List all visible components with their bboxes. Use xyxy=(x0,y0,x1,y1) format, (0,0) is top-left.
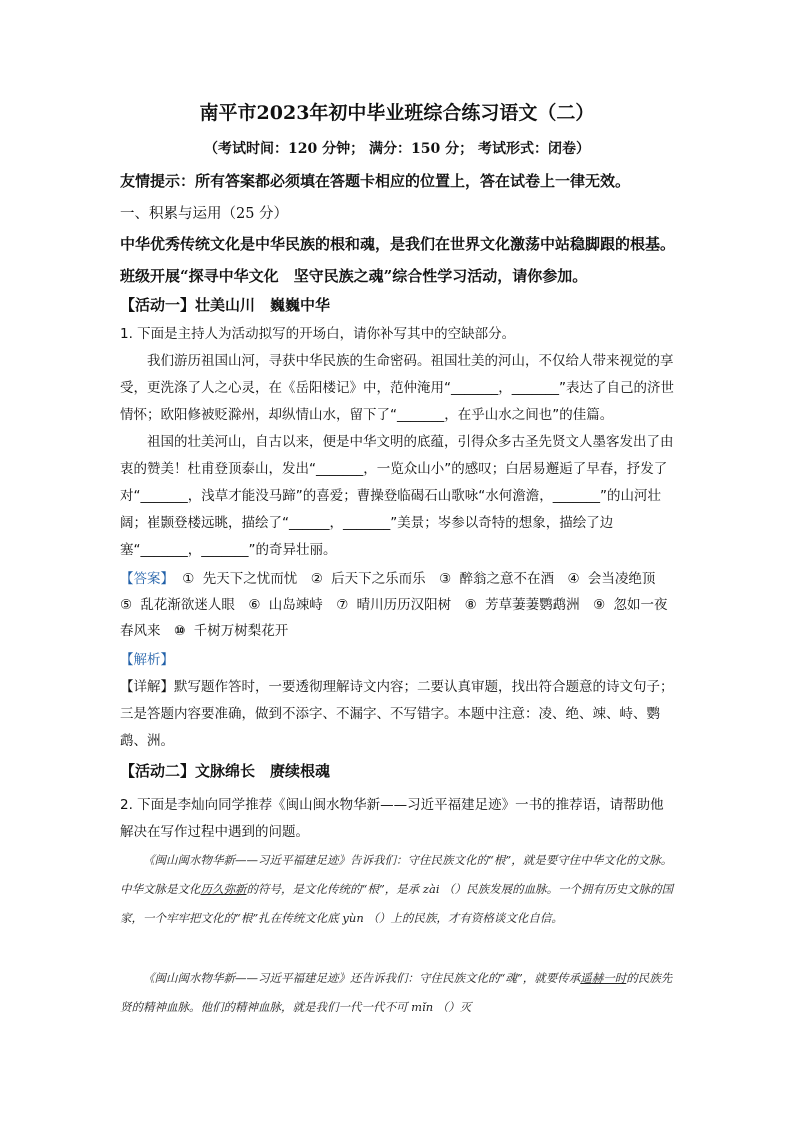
answer-text: ① 先天下之忧而忧 ② 后天下之乐而乐 ③ 醉翁之意不在酒 ④ 会当凌绝顶 ⑤ 乱花渐欲迷人眼 ⑥ 山岛竦峙 ⑦ 晴川历历汉阳树 ⑧ 芳草萋萋鹦鹉洲 ⑨ 忽如一夜春风来 xyxy=(120,571,669,639)
rec-p2-part-b: 的民族先贤的精神血脉。他们的精神血脉，就是我们一代一代不可 mǐn （）灭 xyxy=(120,971,673,1014)
rec-p1-part-b: 的符号，是文化传统的“根”，是承 zài （）民族发展的血脉。一个拥有历史文脉的国家，一个牢牢把文化的“根”扎在传统文化底 yùn （）上的民族，才有资格谈文化自信。 xyxy=(120,882,674,925)
page-title: 南平市2023年初中毕业班综合练习语文（二） xyxy=(199,102,595,124)
friendly-tip: 友情提示：所有答案都必须填在答题卡相应的位置上，答在试卷上一律无效。 xyxy=(120,172,631,190)
detail-text: 默写题作答时，一要透彻理解诗文内容；二要认真审题，找出符合题意的诗文句子；三是答题内容要准确，做到不添字、不漏字、不写错字。本题中注意：凌、绝、竦、峙、鹦鹉、洲。 xyxy=(120,679,674,749)
detail-label: 【详解】 xyxy=(120,679,174,695)
answer-block xyxy=(120,566,676,644)
question-2-stem: 2. 下面是李灿向同学推荐《闽山闽水物华新——习近平福建足迹》一书的推荐语，请帮助他解决在写作过程中遇到的问题。 xyxy=(120,797,664,840)
recommendation-paragraph-2 xyxy=(120,964,676,1022)
answer-number-ten: ⑩ xyxy=(174,623,186,639)
recommendation-paragraph-1 xyxy=(120,846,676,933)
answer-label: 【答案】 xyxy=(120,571,174,587)
underlined-word-1: 历久弥新 xyxy=(200,882,247,896)
activity-one-heading: 【活动一】壮美山川 巍巍中华 xyxy=(120,296,331,314)
exam-meta: （考试时间：120 分钟； 满分：150 分； 考试形式：闭卷） xyxy=(204,141,590,157)
section-intro: 中华优秀传统文化是中华民族的根和魂，是我们在世界文化激荡中站稳脚跟的根基。班级开展“探寻中华文化 坚守民族之魂”综合性学习活动，请你参加。 xyxy=(120,235,676,285)
activity-two-heading: 【活动二】文脉绵长 赓续根魂 xyxy=(120,762,331,780)
detail-block xyxy=(120,674,676,755)
question-1-paragraph-2: 祖国的壮美河山，自古以来，便是中华文明的底蕴，引得众多古圣先贤文人墨客发出了由衷的赞美！杜甫登顶泰山，发出“_______，一览众山小”的感叹；白居易邂逅了早春，抒发了对“_______，浅草才能没马蹄”的喜爱；曹操登临碣石山歌咏“水何澹澹，_______”的山河壮阔；崔颢登楼远眺，描绘了“______，_______”美景；岑参以奇特的想象，描绘了边塞“_______，_______”的奇异壮丽。 xyxy=(120,434,674,558)
rec-p1-part-a: 《闽山闽水物华新——习近平福建足迹》告诉我们：守住民族文化的“根”，就是要守住中华文化的文脉。中华文脉是文化 xyxy=(120,853,673,896)
underlined-word-2: 遥赫一时 xyxy=(580,971,627,985)
answer-last-item: 千树万树梨花开 xyxy=(185,623,289,639)
section-heading: 一、积累与运用（25 分） xyxy=(120,206,289,222)
question-1-stem: 1. 下面是主持人为活动拟写的开场白，请你补写其中的空缺部分。 xyxy=(120,326,516,342)
analysis-label: 【解析】 xyxy=(120,652,174,668)
rec-p2-part-a: 《闽山闽水物华新——习近平福建足迹》还告诉我们：守住民族文化的“魂”，就要传承 xyxy=(143,971,581,985)
question-1-paragraph-1: 我们游历祖国山河，寻获中华民族的生命密码。祖国壮美的河山，不仅给人带来视觉的享受，更洗涤了人之心灵，在《岳阳楼记》中，范仲淹用“_______，_______”表达了自己的济世情怀；欧阳修被贬滁州，却纵情山水，留下了“_______，在乎山水之间也”的佳篇。 xyxy=(120,353,674,423)
